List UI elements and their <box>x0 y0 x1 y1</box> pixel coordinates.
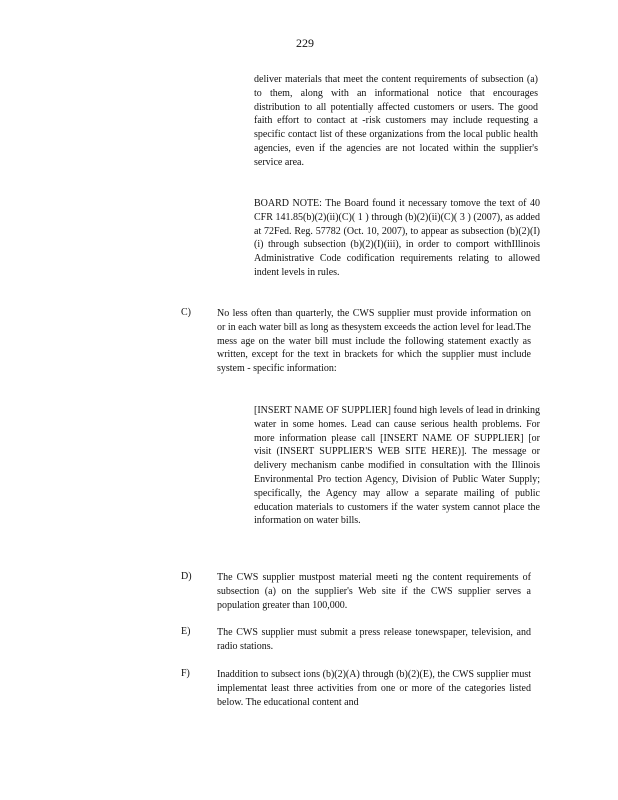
page-number: 229 <box>296 36 314 50</box>
item-d-text: The CWS supplier mustpost material meeti ng the content requirements of subsection (a) on the supplier's Web site if the CWS supplier serves a population greater than 100,000. <box>217 572 531 611</box>
item-d-label: D) <box>181 571 192 582</box>
item-e-text: The CWS supplier must submit a press release tonewspaper, television, and radio stations. <box>217 627 531 652</box>
item-c-text: No less often than quarterly, the CWS supplier must provide information on or in each water bill as long as thesystem exceeds the action level for lead.The mess age on the water bill must include the following statement exactly as written, except for the text in brackets for which the supplier must include system - specific information: <box>217 308 531 375</box>
item-f-label: F) <box>181 668 190 679</box>
item-f-text: Inaddition to subsect ions (b)(2)(A) through (b)(2)(E), the CWS supplier must implementat least three activities from one or more of the categories listed below. The educational content and <box>217 669 531 708</box>
board-note-paragraph: BOARD NOTE: The Board found it necessary tomove the text of 40 CFR 141.85(b)(2)(ii)(C)( 1 ) through (b)(2)(ii)(C)( 3 ) (2007), as added at 72Fed. Reg. 57782 (Oct. 10, 2007), to appear as subsection (b)(2)(I)(i) through subsection (b)(2)(I)(iii), in order to comport withIllinois Administrative Code codification requirements relating to allowed indent levels in rules. <box>254 198 540 278</box>
item-e-label: E) <box>181 626 191 637</box>
item-c-label: C) <box>181 307 191 318</box>
continuation-paragraph: deliver materials that meet the content requirements of subsection (a) to them, along with an informational notice that encourages distribution to all potentially affected customers or users. The good faith effort to contact at -risk customers may include requesting a specific contact list of these organizations from the local public health agencies, even if the agencies are not located within the supplier's service area. <box>254 74 538 168</box>
quoted-statement: [INSERT NAME OF SUPPLIER] found high levels of lead in drinking water in some homes. Lead can cause serious health problems. For more information please call [INSERT NAME OF SUPPLIER] [or visit (INSERT SUPPLIER'S WEB SITE HERE)]. The message or delivery mechanism canbe modified in consultation with the Illinois Environmental Pro tection Agency, Division of Public Water Supply; specifically, the Agency may allow a separate mailing of public education materials to customers if the water system cannot place the information on water bills. <box>254 405 540 527</box>
